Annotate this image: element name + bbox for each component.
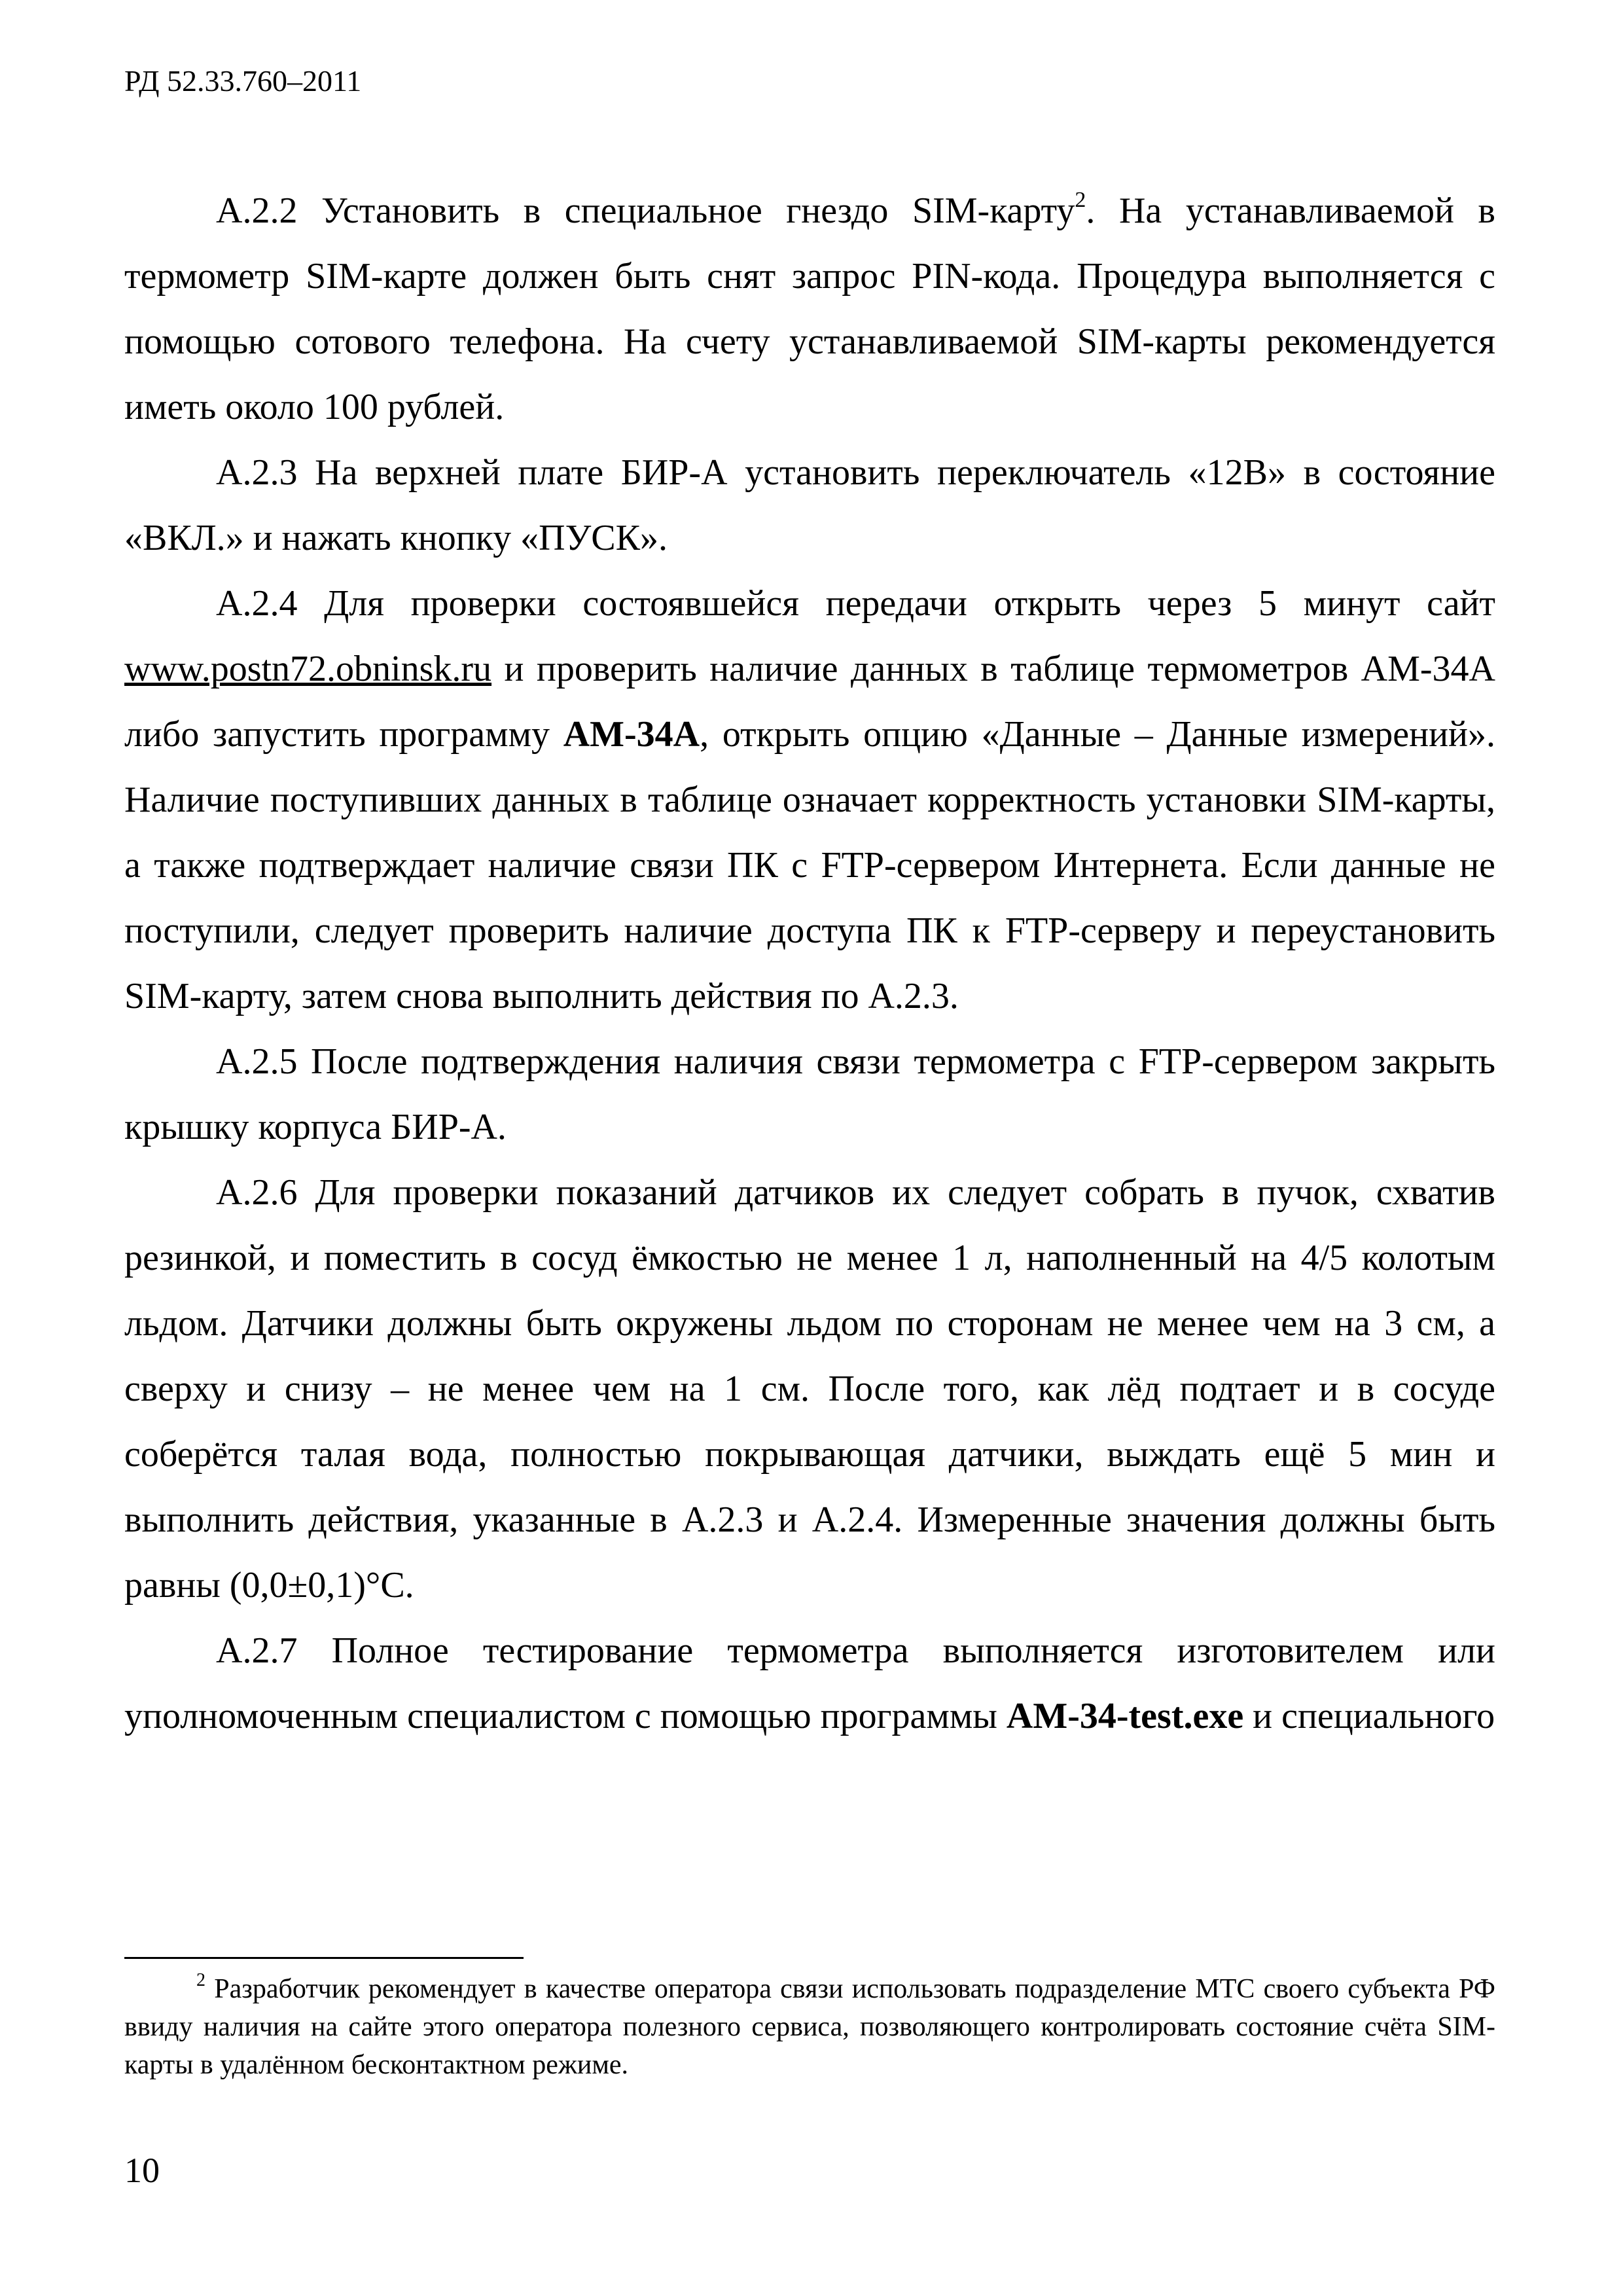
paragraph-text: А.2.4 Для проверки состоявшейся передачи открыть через 5 минут сайт [216,583,1495,624]
paragraph-text: А.2.2 Установить в специальное гнездо SIM-карту [216,190,1075,231]
paragraph-text: А.2.3 На верхней плате БИР-А установить переключатель «12В» в состояние «ВКЛ.» и нажать кнопку «ПУСК». [124,452,1495,558]
program-name: АМ-34А [563,714,700,755]
document-code-header: РД 52.33.760–2011 [124,64,362,98]
main-text [124,178,1495,1749]
paragraph-text: А.2.5 После подтверждения наличия связи термометра с FTP-сервером закрыть крышку корпуса БИР-А. [124,1041,1495,1147]
paragraph-text: и проверить наличие данных в таблице термометров АМ-34А либо запустить программу [124,649,1495,755]
paragraph-text: и специального [1243,1696,1495,1736]
paragraph-text: А.2.7 Полное тестирование термометра выполняется изготовителем или уполномоченным специалистом с помощью программы [124,1630,1495,1736]
paragraph-a-2-4 [124,571,1495,1029]
footnote-reference[interactable]: 2 [1075,188,1086,212]
footnote-separator [124,1957,524,1959]
footnote [124,1970,1495,2084]
paragraph-text: . На устанавливаемой в термометр SIM-карте должен быть снят запрос PIN-кода. Процедура выполняется с помощью сотового телефона. На счету устанавливаемой SIM-карты рекомендуется иметь около 100 рублей. [124,190,1495,427]
paragraph-a-2-6 [124,1160,1495,1618]
paragraph-text: , открыть опцию «Данные – Данные измерений». Наличие поступивших данных в таблице означает корректность установки SIM-карты, а также подтверждает наличие связи ПК с FTP-сервером Интернета. Если данные не поступили, следует проверить наличие доступа ПК к FTP-серверу и переустановить SIM-карту, затем снова выполнить действия по А.2.3. [124,714,1496,1016]
page-number: 10 [124,2151,160,2190]
paragraph-text: А.2.6 Для проверки показаний датчиков их следует собрать в пучок, схватив резинкой, и поместить в сосуд ёмкостью не менее 1 л, наполненный на 4/5 колотым льдом. Датчики должны быть окружены льдом по сторонам не менее чем на 3 см, а сверху и снизу – не менее чем на 1 см. После того, как лёд подтает и в сосуде соберётся талая вода, полностью покрывающая датчики, выждать ещё 5 мин и выполнить действия, указанные в А.2.3 и А.2.4. Измеренные значения должны быть равны (0,0±0,1)°С. [124,1172,1495,1605]
paragraph-a-2-3 [124,440,1495,571]
website-link[interactable]: www.postn72.obninsk.ru [124,649,492,689]
program-name: АМ-34-test.exe [1006,1696,1244,1736]
footnote-number: 2 [196,1970,205,1990]
footnote-text: Разработчик рекомендует в качестве оператора связи использовать подразделение МТС своего субъекта РФ ввиду наличия на сайте этого оператора полезного сервиса, позволяющего контролировать состояние счёта SIM-карты в удалённом бесконтактном режиме. [124,1974,1495,2080]
paragraph-a-2-7 [124,1618,1495,1749]
paragraph-a-2-2 [124,178,1495,440]
paragraph-a-2-5 [124,1029,1495,1160]
